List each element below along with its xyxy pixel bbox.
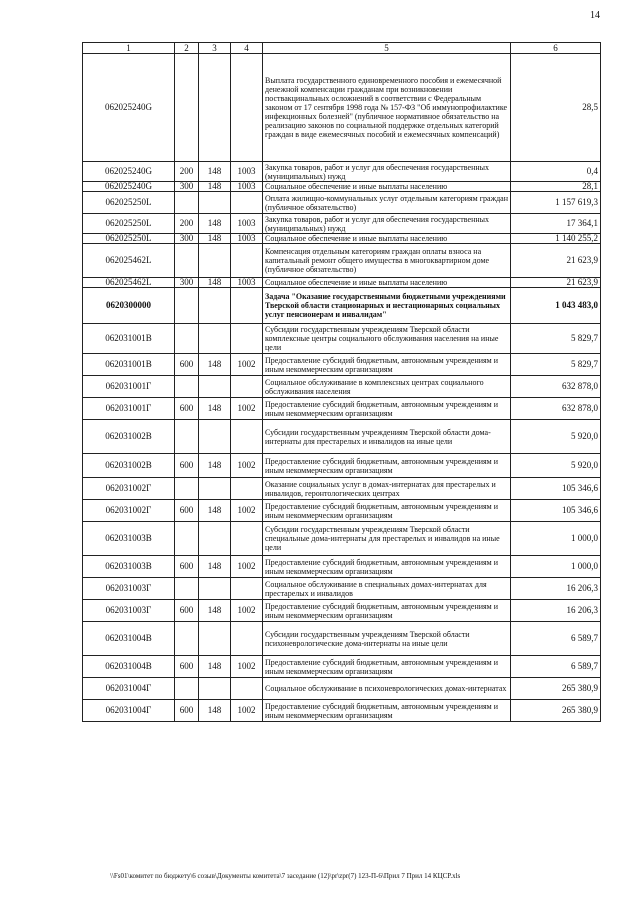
row-amount: 265 380,9: [511, 700, 601, 722]
row-col-3: 148: [199, 398, 231, 420]
row-col-4: [231, 324, 263, 354]
table-row: [83, 678, 601, 700]
row-col-2: [175, 376, 199, 398]
row-col-4: [231, 578, 263, 600]
row-col-2: 600: [175, 454, 199, 478]
row-col-3: [199, 578, 231, 600]
row-amount: 17 364,1: [511, 214, 601, 234]
row-col-2: [175, 288, 199, 324]
row-description: Предоставление субсидий бюджетным, автономным учреждениям и иным некоммерческим организациям: [263, 398, 511, 420]
row-code: 062031003В: [83, 556, 175, 578]
row-col-4: 1002: [231, 700, 263, 722]
row-col-2: [175, 478, 199, 500]
row-amount: 632 878,0: [511, 376, 601, 398]
row-col-2: [175, 244, 199, 278]
row-col-3: 148: [199, 214, 231, 234]
row-col-4: [231, 376, 263, 398]
row-amount: 1 157 619,3: [511, 192, 601, 214]
row-col-4: [231, 288, 263, 324]
header-col-3: 3: [199, 43, 231, 54]
row-description: Предоставление субсидий бюджетным, автономным учреждениям и иным некоммерческим организациям: [263, 454, 511, 478]
table-row: [83, 522, 601, 556]
row-amount: 21 623,9: [511, 278, 601, 288]
row-col-3: 148: [199, 234, 231, 244]
row-amount: 16 206,3: [511, 578, 601, 600]
row-col-2: 600: [175, 354, 199, 376]
row-amount: 1 000,0: [511, 556, 601, 578]
row-code: 062031002В: [83, 454, 175, 478]
table-row: [83, 556, 601, 578]
row-amount: 5 920,0: [511, 454, 601, 478]
row-amount: 1 043 483,0: [511, 288, 601, 324]
row-col-3: [199, 678, 231, 700]
row-col-4: [231, 478, 263, 500]
row-col-4: [231, 622, 263, 656]
row-col-3: [199, 324, 231, 354]
row-col-3: 148: [199, 278, 231, 288]
row-code: 062025240G: [83, 54, 175, 162]
row-description: Предоставление субсидий бюджетным, автономным учреждениям и иным некоммерческим организациям: [263, 500, 511, 522]
table-header-row: [83, 43, 601, 54]
table-row: [83, 500, 601, 522]
row-code: 062031001В: [83, 324, 175, 354]
table-row: [83, 420, 601, 454]
row-code: 062031004В: [83, 656, 175, 678]
row-col-3: [199, 54, 231, 162]
row-col-2: 600: [175, 600, 199, 622]
row-description: Субсидии государственным учреждениям Тверской области дома-интернаты для престарелых и инвалидов на иные цели: [263, 420, 511, 454]
row-col-2: [175, 192, 199, 214]
row-col-3: 148: [199, 700, 231, 722]
row-code: 062025250L: [83, 192, 175, 214]
row-col-3: 148: [199, 600, 231, 622]
row-description: Выплата государственного единовременного пособия и ежемесячной денежной компенсации гражданам при возникновении поствакцинальных осложнений в соответствии с Федеральным законом от 17 сентября 1998 года № 157-ФЗ "Об иммунопрофилактике инфекционных болезней" (публичное нормативное обязательство на реализацию законов по социальной поддержке отдельных категорий граждан в виде ежемесячных пособий и ежемесячных компенсаций): [263, 54, 511, 162]
row-description: Предоставление субсидий бюджетным, автономным учреждениям и иным некоммерческим организациям: [263, 354, 511, 376]
header-col-6: 6: [511, 43, 601, 54]
row-description: Субсидии государственным учреждениям Тверской области специальные дома-интернаты для престарелых и инвалидов на иные цели: [263, 522, 511, 556]
row-col-2: 200: [175, 214, 199, 234]
row-col-2: [175, 622, 199, 656]
table-row: [83, 478, 601, 500]
row-amount: 1 000,0: [511, 522, 601, 556]
row-description: Субсидии государственным учреждениям Тверской области психоневрологические дома-интернаты на иные цели: [263, 622, 511, 656]
row-description: Субсидии государственным учреждениям Тверской области комплексные центры социального обслуживания населения на иные цели: [263, 324, 511, 354]
row-code: 062031003В: [83, 522, 175, 556]
row-description: Оплата жилищно-коммунальных услуг отдельным категориям граждан (публичное обязательство): [263, 192, 511, 214]
row-col-3: 148: [199, 162, 231, 182]
row-col-4: 1002: [231, 556, 263, 578]
row-col-2: 300: [175, 182, 199, 192]
table-row: [83, 324, 601, 354]
row-code: 062031003Г: [83, 600, 175, 622]
row-description: Закупка товаров, работ и услуг для обеспечения государственных (муниципальных) нужд: [263, 214, 511, 234]
row-description: Предоставление субсидий бюджетным, автономным учреждениям и иным некоммерческим организациям: [263, 556, 511, 578]
row-amount: 5 829,7: [511, 354, 601, 376]
row-code: 062025240G: [83, 182, 175, 192]
row-col-4: 1003: [231, 278, 263, 288]
row-description: Предоставление субсидий бюджетным, автономным учреждениям и иным некоммерческим организациям: [263, 700, 511, 722]
row-col-3: 148: [199, 454, 231, 478]
row-code: 062025250L: [83, 214, 175, 234]
row-col-3: 148: [199, 354, 231, 376]
row-code: 062031002В: [83, 420, 175, 454]
row-code: 062025462L: [83, 278, 175, 288]
row-amount: 21 623,9: [511, 244, 601, 278]
row-amount: 105 346,6: [511, 500, 601, 522]
row-description: Социальное обслуживание в психоневрологических домах-интернатах: [263, 678, 511, 700]
row-col-4: [231, 678, 263, 700]
header-col-5: 5: [263, 43, 511, 54]
row-col-3: 148: [199, 182, 231, 192]
row-amount: 28,1: [511, 182, 601, 192]
row-code: 062031004Г: [83, 700, 175, 722]
row-col-3: [199, 244, 231, 278]
row-col-4: 1003: [231, 234, 263, 244]
row-col-2: [175, 420, 199, 454]
row-col-3: [199, 376, 231, 398]
table-row: [83, 54, 601, 162]
table-row: [83, 700, 601, 722]
table-row: [83, 192, 601, 214]
row-col-4: 1003: [231, 162, 263, 182]
table-row: [83, 182, 601, 192]
row-amount: 6 589,7: [511, 656, 601, 678]
row-description: Закупка товаров, работ и услуг для обеспечения государственных (муниципальных) нужд: [263, 162, 511, 182]
table-row: [83, 214, 601, 234]
header-col-2: 2: [175, 43, 199, 54]
row-description: Задача "Оказание государственными бюджетными учреждениями Тверской области стационарных и нестационарных социальных услуг пенсионерам и инвалидам": [263, 288, 511, 324]
row-col-4: 1002: [231, 454, 263, 478]
table-row: [83, 656, 601, 678]
row-description: Предоставление субсидий бюджетным, автономным учреждениям и иным некоммерческим организациям: [263, 600, 511, 622]
table-row: [83, 354, 601, 376]
header-col-1: 1: [83, 43, 175, 54]
row-col-4: 1002: [231, 656, 263, 678]
row-col-3: [199, 622, 231, 656]
row-code: 062031002Г: [83, 478, 175, 500]
row-amount: 6 589,7: [511, 622, 601, 656]
row-col-2: 300: [175, 234, 199, 244]
row-col-4: 1002: [231, 354, 263, 376]
row-col-3: [199, 288, 231, 324]
table-row: [83, 162, 601, 182]
row-col-2: [175, 522, 199, 556]
row-col-2: 600: [175, 500, 199, 522]
row-col-4: [231, 54, 263, 162]
row-code: 062031002Г: [83, 500, 175, 522]
table-row: [83, 288, 601, 324]
row-col-4: 1002: [231, 500, 263, 522]
row-col-2: 600: [175, 398, 199, 420]
row-col-4: [231, 522, 263, 556]
row-col-2: 200: [175, 162, 199, 182]
table-body: [83, 54, 601, 722]
row-amount: 265 380,9: [511, 678, 601, 700]
row-amount: 5 829,7: [511, 324, 601, 354]
row-col-2: 600: [175, 656, 199, 678]
row-col-4: 1002: [231, 398, 263, 420]
row-col-4: 1003: [231, 214, 263, 234]
row-code: 062031001В: [83, 354, 175, 376]
row-description: Компенсация отдельным категориям граждан оплаты взноса на капитальный ремонт общего имущества в многоквартирном доме (публичное обязательство): [263, 244, 511, 278]
row-col-2: [175, 678, 199, 700]
row-col-2: 600: [175, 700, 199, 722]
row-amount: 5 920,0: [511, 420, 601, 454]
row-col-3: [199, 522, 231, 556]
row-description: Социальное обеспечение и иные выплаты населению: [263, 278, 511, 288]
budget-table: [82, 42, 601, 722]
row-col-2: [175, 324, 199, 354]
row-code: 062031004Г: [83, 678, 175, 700]
table-row: [83, 622, 601, 656]
page-number: 14: [590, 10, 600, 21]
row-amount: 0,4: [511, 162, 601, 182]
row-col-2: [175, 54, 199, 162]
row-description: Социальное обеспечение и иные выплаты населению: [263, 182, 511, 192]
row-col-3: [199, 420, 231, 454]
row-amount: 632 878,0: [511, 398, 601, 420]
row-code: 062031004В: [83, 622, 175, 656]
row-col-4: [231, 192, 263, 214]
row-description: Социальное обеспечение и иные выплаты населению: [263, 234, 511, 244]
row-code: 062025250L: [83, 234, 175, 244]
table-row: [83, 578, 601, 600]
row-col-4: [231, 420, 263, 454]
row-col-3: [199, 192, 231, 214]
row-description: Предоставление субсидий бюджетным, автономным учреждениям и иным некоммерческим организациям: [263, 656, 511, 678]
row-col-3: 148: [199, 500, 231, 522]
table-row: [83, 244, 601, 278]
row-col-3: 148: [199, 656, 231, 678]
table-row: [83, 278, 601, 288]
table-row: [83, 454, 601, 478]
row-code: 062025240G: [83, 162, 175, 182]
table-row: [83, 376, 601, 398]
row-code: 0620300000: [83, 288, 175, 324]
row-amount: 16 206,3: [511, 600, 601, 622]
table-row: [83, 398, 601, 420]
row-amount: 105 346,6: [511, 478, 601, 500]
row-code: 062031001Г: [83, 376, 175, 398]
row-col-3: [199, 478, 231, 500]
row-col-2: [175, 578, 199, 600]
row-amount: 28,5: [511, 54, 601, 162]
row-col-4: [231, 244, 263, 278]
row-description: Оказание социальных услуг в домах-интернатах для престарелых и инвалидов, геронтологических центрах: [263, 478, 511, 500]
row-code: 062025462L: [83, 244, 175, 278]
row-description: Социальное обслуживание в комплексных центрах социального обслуживания населения: [263, 376, 511, 398]
table-row: [83, 600, 601, 622]
table-row: [83, 234, 601, 244]
row-code: 062031003Г: [83, 578, 175, 600]
header-col-4: 4: [231, 43, 263, 54]
row-description: Социальное обслуживание в специальных домах-интернатах для престарелых и инвалидов: [263, 578, 511, 600]
file-path-footer: \\Fs01\комитет по бюджету\6 созыв\Документы комитета\7 заседание (12)\pr\zpr(7) 123-П-6\Прил 7 Прил 14 КЦСР.xls: [110, 872, 461, 880]
row-col-4: 1002: [231, 600, 263, 622]
row-amount: 1 140 255,2: [511, 234, 601, 244]
row-col-2: 600: [175, 556, 199, 578]
row-col-3: 148: [199, 556, 231, 578]
row-col-2: 300: [175, 278, 199, 288]
row-col-4: 1003: [231, 182, 263, 192]
row-code: 062031001Г: [83, 398, 175, 420]
